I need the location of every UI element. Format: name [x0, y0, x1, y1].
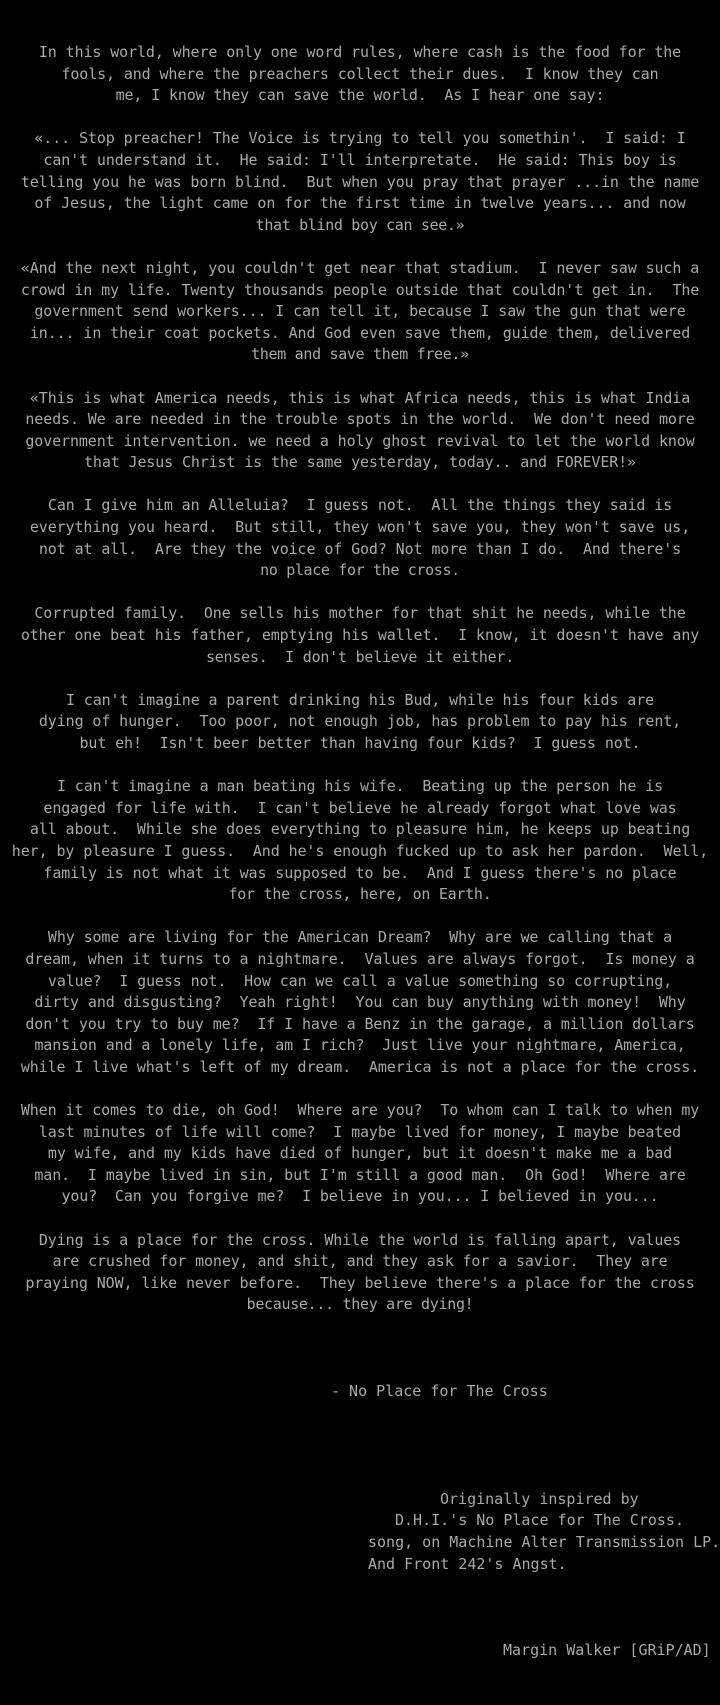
text-line: because... they are dying!	[246, 1295, 474, 1314]
credit-line: D.H.I.'s No Place for The Cross.	[395, 1511, 684, 1530]
text-line: family is not what it was supposed to be. And I guess there's no place	[43, 863, 677, 882]
text-line: praying NOW, like never before. They believe there's a place for the cross	[25, 1273, 695, 1292]
paragraph	[0, 690, 720, 755]
text-line: dying of hunger. Too poor, not enough job, has problem to pay his rent,	[38, 712, 682, 731]
credits-block	[0, 1489, 720, 1575]
text-line: Why some are living for the American Dream? Why are we calling that a	[47, 928, 673, 947]
text-line: in... in their coat pockets. And God even save them, guide them, delivered	[29, 323, 691, 342]
credit-line: song, on Machine Alter Transmission LP.	[368, 1532, 720, 1551]
text-line: not at all. Are they the voice of God? Not more than I do. And there's	[38, 539, 682, 558]
text-line: government send workers... I can tell it, because I saw the gun that were	[34, 302, 686, 321]
text-line: «... Stop preacher! The Voice is trying to tell you somethin'. I said: I	[34, 129, 686, 148]
paragraph	[0, 388, 720, 474]
text-line: other one beat his father, emptying his wallet. I know, it doesn't have any	[20, 626, 700, 645]
text-line: that blind boy can see.»	[255, 215, 465, 234]
text-line: that Jesus Christ is the same yesterday, today.. and FOREVER!»	[84, 453, 636, 472]
signature-block	[0, 1597, 720, 1705]
text-line: them and save them free.»	[251, 345, 469, 364]
text-line: last minutes of life will come? I maybe lived for money, I maybe beated	[38, 1122, 682, 1141]
text-line: her, by pleasure I guess. And he's enough fucked up to ask her pardon. Well,	[11, 841, 709, 860]
text-line: telling you he was born blind. But when you pray that prayer ...in the name	[20, 172, 700, 191]
text-line: «This is what America needs, this is what Africa needs, this is what India	[29, 388, 691, 407]
text-line: but eh! Isn't beer better than having four kids? I guess not.	[79, 734, 641, 752]
text-line: everything you heard. But still, they won't save you, they won't save us,	[29, 518, 691, 537]
text-line: you? Can you forgive me? I believe in you... I believed in you...	[61, 1187, 659, 1206]
text-line: man. I maybe lived in sin, but I'm still a good man. Oh God! Where are	[34, 1165, 686, 1184]
text-line: Dying is a place for the cross. While the world is falling apart, values	[38, 1230, 682, 1249]
text-line: no place for the cross.	[260, 561, 460, 580]
text-line: When it comes to die, oh God! Where are you? To whom can I talk to when my	[20, 1101, 700, 1120]
paragraph	[0, 776, 720, 906]
text-line: while I live what's left of my dream. America is not a place for the cross.	[20, 1057, 700, 1076]
text-line: me, I know they can save the world. As I hear one say:	[115, 86, 605, 105]
text-line: dream, when it turns to a nightmare. Values are always forgot. Is money a	[25, 949, 695, 968]
text-line: of Jesus, the light came on for the first time in twelve years... and now	[34, 194, 686, 213]
paragraph	[0, 603, 720, 668]
text-line: all about. While she does everything to pleasure him, he keeps up beating	[29, 820, 691, 839]
credit-line: And Front 242's Angst.	[368, 1554, 567, 1573]
text-line: government intervention. we need a holy ghost revival to let the world know	[25, 431, 695, 450]
poem-title	[0, 1338, 720, 1446]
text-line: can't understand it. He said: I'll interpretate. He said: This boy is	[43, 150, 677, 169]
text-line: don't you try to buy me? If I have a Benz in the garage, a million dollars	[25, 1014, 695, 1033]
text-line: senses. I don't believe it either.	[205, 647, 515, 666]
text-line: «And the next night, you couldn't get near that stadium. I never saw such a	[20, 258, 700, 277]
author-signature: Margin Walker [GRiP/AD]	[503, 1640, 711, 1659]
text-line: for the cross, here, on Earth.	[228, 885, 492, 904]
text-line: I can't imagine a parent drinking his Bud, while his four kids are	[65, 690, 655, 709]
text-line: In this world, where only one word rules, where cash is the food for the	[38, 43, 682, 61]
text-line: crowd in my life. Twenty thousands people outside that couldn't get in. The	[20, 280, 700, 299]
text-line: dirty and disgusting? Yeah right! You can buy anything with money! Why	[34, 993, 686, 1012]
text-line: Corrupted family. One sells his mother for that shit he needs, while the	[34, 604, 686, 623]
text-line: value? I guess not. How can we call a value something so corrupting,	[47, 971, 673, 990]
paragraph	[0, 927, 720, 1078]
text-line: are crushed for money, and shit, and they ask for a savior. They are	[52, 1252, 668, 1271]
text-line: my wife, and my kids have died of hunger, but it doesn't make me a bad	[47, 1144, 673, 1163]
paragraph	[0, 42, 720, 107]
text-line: mansion and a lonely life, am I rich? Just live your nightmare, America,	[34, 1036, 686, 1055]
poem-text	[0, 42, 720, 1316]
text-line: Can I give him an Alleluia? I guess not. All the things they said is	[47, 496, 673, 515]
paragraph	[0, 258, 720, 366]
text-line: I can't imagine a man beating his wife. Beating up the person he is	[56, 777, 664, 796]
text-line: engaged for life with. I can't believe he already forgot what love was	[43, 798, 677, 817]
text-line: needs. We are needed in the trouble spots in the world. We don't need more	[25, 410, 695, 429]
text-line: fools, and where the preachers collect their dues. I know they can	[61, 64, 659, 83]
paragraph	[0, 1230, 720, 1316]
paragraph	[0, 128, 720, 236]
paragraph	[0, 495, 720, 581]
credit-line: Originally inspired by	[440, 1489, 639, 1508]
paragraph	[0, 1100, 720, 1208]
document-body	[0, 42, 720, 1705]
title-line: - No Place for The Cross	[331, 1381, 548, 1400]
